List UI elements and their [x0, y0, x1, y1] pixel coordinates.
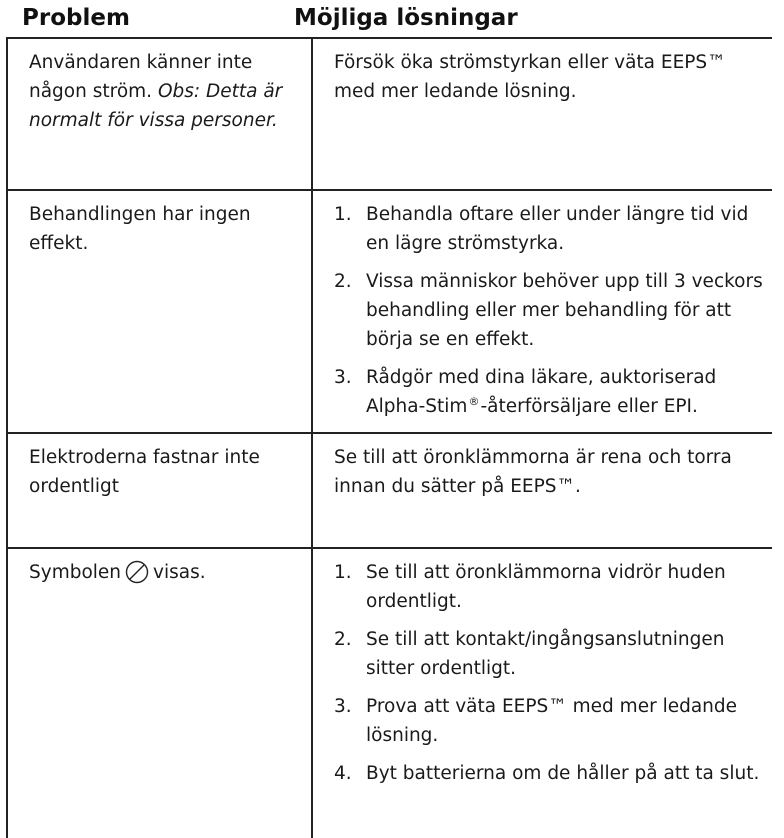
list-item — [334, 558, 764, 616]
list-item — [334, 200, 764, 258]
solution-cell — [312, 548, 772, 838]
problem-text: Symbolen — [29, 562, 122, 583]
table-row — [7, 433, 772, 548]
table-row — [7, 190, 772, 433]
step-text: Behandla oftare eller under längre tid vid en lägre strömstyrka. — [366, 204, 749, 254]
list-item — [334, 759, 764, 788]
problem-text: Behandlingen har ingen effekt. — [29, 204, 251, 254]
prohibited-circle-icon — [125, 560, 149, 584]
step-text: Se till att öronklämmorna vidrör huden ordentligt. — [366, 562, 726, 612]
problem-text: Användaren känner inte någon ström. — [29, 52, 253, 102]
list-item — [334, 267, 764, 354]
step-text: Rådgör med dina läkare, auktoriserad Alpha-Stim — [366, 367, 717, 417]
table-row — [7, 548, 772, 838]
list-item — [334, 625, 764, 683]
problem-text: Elektroderna fastnar inte ordentligt — [29, 447, 260, 497]
problem-cell — [7, 38, 312, 190]
step-text: Se till att kontakt/ingångsanslutningen sitter ordentligt. — [366, 629, 725, 679]
table-header — [0, 0, 784, 36]
problem-cell — [7, 190, 312, 433]
step-number: 1. — [334, 204, 352, 225]
step-text: Vissa människor behöver upp till 3 veckors behandling eller mer behandling för att börja se en effekt. — [366, 271, 763, 350]
solutions-column-header: Möjliga lösningar — [294, 5, 518, 31]
solution-text: Se till att öronklämmorna är rena och torra innan du sätter på EEPS™. — [334, 447, 732, 497]
list-item — [334, 692, 764, 750]
step-number: 3. — [334, 696, 352, 717]
solution-steps — [334, 558, 764, 788]
step-text: Prova att väta EEPS™ med mer ledande lösning. — [366, 696, 738, 746]
problem-cell — [7, 433, 312, 548]
step-text: Byt batterierna om de håller på att ta slut. — [366, 763, 760, 784]
step-number: 4. — [334, 763, 352, 784]
solution-steps — [334, 200, 764, 423]
problem-cell — [7, 548, 312, 838]
troubleshooting-table — [6, 37, 772, 838]
solution-cell — [312, 433, 772, 548]
solution-cell — [312, 38, 772, 190]
table-row — [7, 38, 772, 190]
step-text-continued: -återförsäljare eller EPI. — [480, 396, 698, 417]
registered-mark: ® — [468, 395, 480, 408]
step-number: 3. — [334, 367, 352, 388]
step-number: 2. — [334, 271, 352, 292]
solution-cell — [312, 190, 772, 433]
step-number: 2. — [334, 629, 352, 650]
list-item — [334, 363, 764, 423]
problem-note: Obs: Detta är normalt för vissa personer. — [29, 81, 283, 131]
step-number: 1. — [334, 562, 352, 583]
problem-text-continued: visas. — [153, 562, 206, 583]
solution-text: Försök öka strömstyrkan eller väta EEPS™ med mer ledande lösning. — [334, 52, 726, 102]
problem-column-header: Problem — [22, 5, 130, 31]
